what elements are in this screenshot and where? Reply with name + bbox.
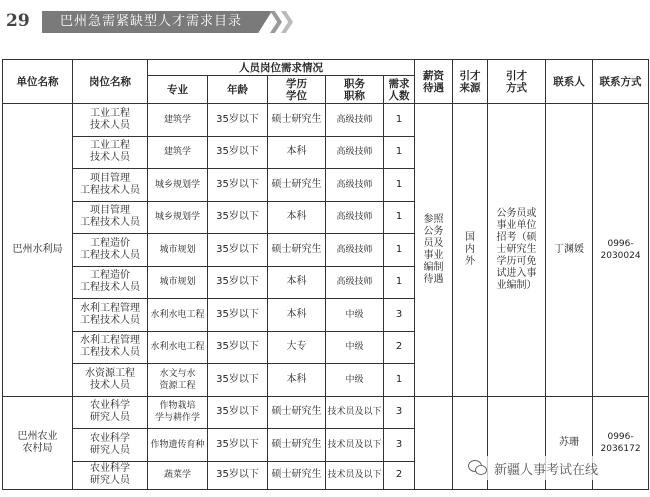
major-cell: 水文与水 资源工程 xyxy=(148,364,208,397)
title-cell: 技术员及以下 xyxy=(326,396,384,429)
major-cell: 作物栽培 学与耕作学 xyxy=(148,396,208,429)
header-phone: 联系方式 xyxy=(593,60,649,104)
major-cell: 水利水电工程 xyxy=(148,299,208,332)
education-cell: 本科 xyxy=(268,364,326,397)
watermark xyxy=(468,456,648,480)
title-cell: 中级 xyxy=(326,364,384,397)
title-cell: 高级技师 xyxy=(326,201,384,234)
major-cell: 建筑学 xyxy=(148,104,208,137)
count-cell: 3 xyxy=(384,429,415,462)
header-salary: 薪资 待遇 xyxy=(415,60,453,104)
header-post: 岗位名称 xyxy=(73,60,148,104)
age-cell: 35岁以下 xyxy=(208,234,268,267)
education-cell: 硕士研究生 xyxy=(268,396,326,429)
count-cell: 1 xyxy=(384,234,415,267)
education-cell: 硕士研究生 xyxy=(268,461,326,489)
title-cell: 技术员及以下 xyxy=(326,429,384,462)
age-cell: 35岁以下 xyxy=(208,331,268,364)
post-cell: 水利工程管理 工程技术人员 xyxy=(73,299,148,332)
post-cell: 农业科学 研究人员 xyxy=(73,461,148,489)
table-row xyxy=(3,104,649,137)
post-cell: 工业工程 技术人员 xyxy=(73,136,148,169)
post-cell: 农业科学 研究人员 xyxy=(73,396,148,429)
salary-cell: 参照 公务 员及 事业 编制 待遇 xyxy=(415,104,453,397)
contact-cell: 丁渊媛 xyxy=(546,104,593,397)
post-cell: 项目管理 工程技术人员 xyxy=(73,169,148,202)
age-cell: 35岁以下 xyxy=(208,299,268,332)
age-cell: 35岁以下 xyxy=(208,364,268,397)
phone-cell: 0996-2030024 xyxy=(593,104,649,397)
count-cell: 2 xyxy=(384,461,415,489)
header-method: 引才 方式 xyxy=(488,60,546,104)
table-row xyxy=(3,396,649,429)
age-cell: 35岁以下 xyxy=(208,104,268,137)
phone-cell: 0996-2036172 xyxy=(593,396,649,489)
contact-cell: 苏珊 xyxy=(546,396,593,489)
header-unit: 单位名称 xyxy=(3,60,73,104)
count-cell: 3 xyxy=(384,396,415,429)
major-cell: 城市规划 xyxy=(148,266,208,299)
title-cell: 高级技师 xyxy=(326,104,384,137)
post-cell: 工程造价 工程技术人员 xyxy=(73,234,148,267)
major-cell: 城乡规划学 xyxy=(148,201,208,234)
unit-cell: 巴州水利局 xyxy=(3,104,73,397)
count-cell: 1 xyxy=(384,201,415,234)
count-cell: 3 xyxy=(384,299,415,332)
header-count: 需求 人数 xyxy=(384,76,415,104)
post-cell: 工程造价 工程技术人员 xyxy=(73,266,148,299)
age-cell: 35岁以下 xyxy=(208,136,268,169)
count-cell: 1 xyxy=(384,136,415,169)
post-cell: 工业工程 技术人员 xyxy=(73,104,148,137)
post-cell: 水资源工程 技术人员 xyxy=(73,364,148,397)
wechat-icon xyxy=(468,460,488,476)
post-cell: 项目管理 工程技术人员 xyxy=(73,201,148,234)
title-cell: 技术员及以下 xyxy=(326,461,384,489)
age-cell: 35岁以下 xyxy=(208,461,268,489)
header-age: 年龄 xyxy=(208,76,268,104)
header-source: 引才 来源 xyxy=(453,60,488,104)
page-header-banner xyxy=(0,8,300,35)
age-cell: 35岁以下 xyxy=(208,429,268,462)
major-cell: 蔬菜学 xyxy=(148,461,208,489)
count-cell: 1 xyxy=(384,266,415,299)
title-cell: 高级技师 xyxy=(326,266,384,299)
education-cell: 硕士研究生 xyxy=(268,234,326,267)
major-cell: 城市规划 xyxy=(148,234,208,267)
count-cell: 2 xyxy=(384,331,415,364)
title-cell: 高级技师 xyxy=(326,169,384,202)
post-cell: 水利工程管理 工程技术人员 xyxy=(73,331,148,364)
header-education: 学历 学位 xyxy=(268,76,326,104)
title-cell: 中级 xyxy=(326,299,384,332)
education-cell: 硕士研究生 xyxy=(268,169,326,202)
education-cell: 大专 xyxy=(268,331,326,364)
major-cell: 建筑学 xyxy=(148,136,208,169)
watermark-text: 新疆人事考试在线 xyxy=(494,462,599,478)
talent-demand-table xyxy=(2,59,649,490)
title-cell: 高级技师 xyxy=(326,234,384,267)
title-cell: 中级 xyxy=(326,331,384,364)
major-cell: 水利水电工程 xyxy=(148,331,208,364)
header-major: 专业 xyxy=(148,76,208,104)
age-cell: 35岁以下 xyxy=(208,201,268,234)
unit-cell: 巴州农业 农村局 xyxy=(3,396,73,489)
chevron-right-icon xyxy=(270,11,282,33)
age-cell: 35岁以下 xyxy=(208,266,268,299)
count-cell: 1 xyxy=(384,169,415,202)
education-cell: 本科 xyxy=(268,201,326,234)
header-title: 职务 职称 xyxy=(326,76,384,104)
post-cell: 农业科学 研究人员 xyxy=(73,429,148,462)
page-title: 巴州急需紧缺型人才需求目录 xyxy=(60,14,243,29)
salary-cell-empty xyxy=(415,396,453,489)
education-cell: 本科 xyxy=(268,136,326,169)
major-cell: 城乡规划学 xyxy=(148,169,208,202)
source-cell: 国 内 外 xyxy=(453,104,488,397)
count-cell: 1 xyxy=(384,104,415,137)
method-cell: 公务员或 事业单位 招考（硕 士研究生 学历可免 试进入事 业编制） xyxy=(488,104,546,397)
education-cell: 硕士研究生 xyxy=(268,104,326,137)
education-cell: 本科 xyxy=(268,299,326,332)
age-cell: 35岁以下 xyxy=(208,396,268,429)
education-cell: 硕士研究生 xyxy=(268,429,326,462)
education-cell: 本科 xyxy=(268,266,326,299)
header-contact: 联系人 xyxy=(546,60,593,104)
age-cell: 35岁以下 xyxy=(208,169,268,202)
header-demand-group: 人员岗位需求情况 xyxy=(148,60,415,76)
count-cell: 1 xyxy=(384,364,415,397)
page-number: 29 xyxy=(6,11,30,31)
chevron-right-icon xyxy=(281,11,293,33)
title-cell: 高级技师 xyxy=(326,136,384,169)
major-cell: 作物遗传育种 xyxy=(148,429,208,462)
